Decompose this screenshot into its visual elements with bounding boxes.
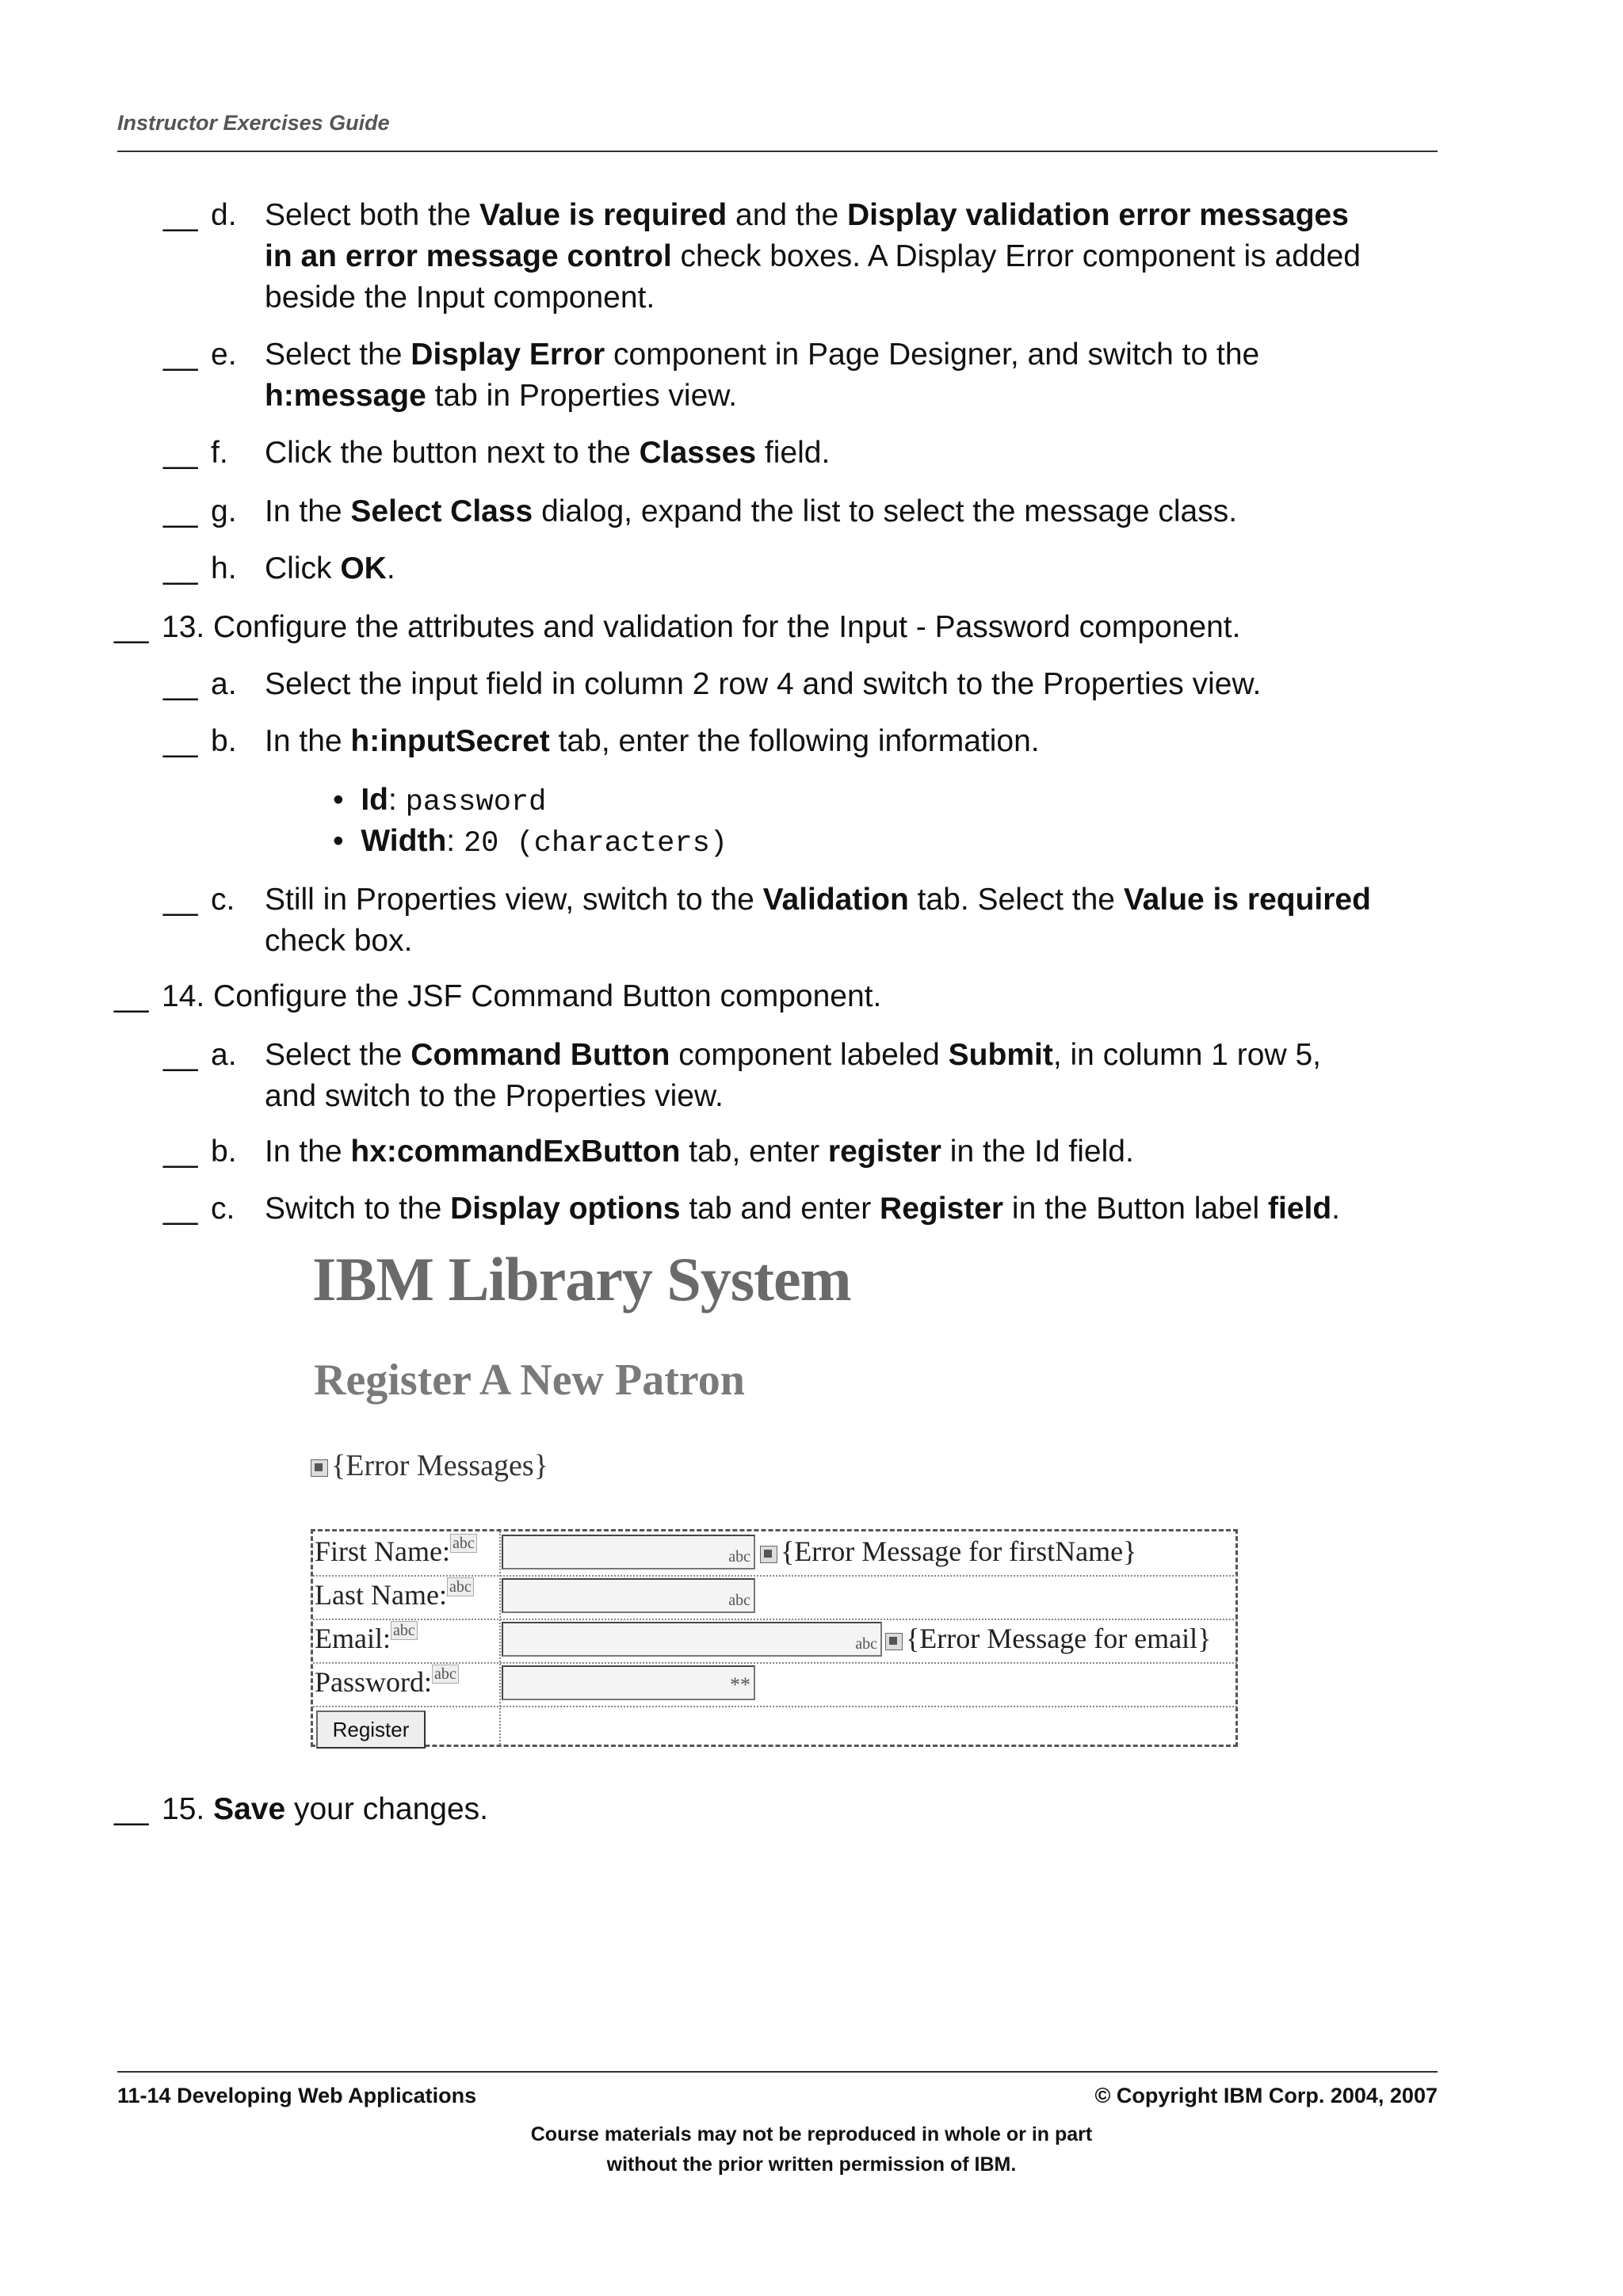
- header-rule: [117, 151, 1438, 152]
- bullet-id: • Id: password: [333, 783, 547, 819]
- email-input[interactable]: abc: [502, 1622, 882, 1657]
- footer-rule: [117, 2071, 1438, 2073]
- step-text: In the h:inputSecret tab, enter the following information.: [265, 724, 1040, 758]
- first-name-input[interactable]: abc: [502, 1535, 755, 1569]
- step-label: g.: [211, 494, 237, 528]
- checkbox-blank: __: [163, 494, 198, 528]
- checkbox-blank: __: [163, 1135, 198, 1169]
- checkbox-blank: __: [114, 1792, 149, 1826]
- error-icon: [885, 1633, 903, 1650]
- checkbox-blank: __: [163, 198, 198, 232]
- step-text: Select both the Value is required and the Display validation error messages in an error message control check boxes. A Display Error component is added beside the Input component.: [265, 198, 1361, 315]
- error-messages-icon: [311, 1459, 328, 1477]
- table-row: [313, 1575, 1237, 1620]
- email-label: Email: $^{abc}$: [315, 1622, 418, 1655]
- checkbox-blank: __: [163, 338, 198, 372]
- footer-note-line1: Course materials may not be reproduced in whole or in part: [530, 2123, 1093, 2145]
- checkbox-blank: __: [163, 724, 198, 758]
- table-row: [313, 1531, 1237, 1577]
- footer-copyright: © Copyright IBM Corp. 2004, 2007: [1094, 2084, 1438, 2107]
- step-label: d.: [211, 198, 237, 232]
- step-label: h.: [211, 551, 237, 585]
- form-table: [311, 1529, 1238, 1747]
- step-text: 14. Configure the JSF Command Button component.: [162, 979, 882, 1013]
- table-row: [313, 1662, 1237, 1707]
- table-row: [313, 1619, 1237, 1664]
- step-text: In the Select Class dialog, expand the list to select the message class.: [265, 494, 1238, 528]
- step-text: In the hx:commandExButton tab, enter register in the Id field.: [265, 1135, 1134, 1169]
- step-text: Still in Properties view, switch to the Validation tab. Select the Value is required check box.: [265, 883, 1371, 958]
- first-name-error: {Error Message for firstName}: [760, 1535, 1136, 1568]
- checkbox-blank: __: [163, 551, 198, 585]
- last-name-input[interactable]: abc: [502, 1578, 755, 1613]
- app-title: IBM Library System: [312, 1245, 851, 1314]
- step-label: e.: [211, 338, 237, 372]
- checkbox-blank: __: [114, 979, 149, 1013]
- page-subtitle: Register A New Patron: [314, 1356, 745, 1405]
- checkbox-blank: __: [163, 436, 198, 470]
- step-text: Select the Command Button component labeled Submit, in column 1 row 5, and switch to the Properties view.: [265, 1038, 1321, 1113]
- last-name-label: Last Name: $^{abc}$: [315, 1578, 474, 1611]
- footer-note-line2: without the prior written permission of IBM.: [606, 2153, 1017, 2176]
- running-header: Instructor Exercises Guide: [117, 111, 390, 135]
- step-text: Click the button next to the Classes field.: [265, 436, 831, 470]
- error-icon: [760, 1546, 777, 1563]
- step-label: a.: [211, 1038, 237, 1072]
- checkbox-blank: __: [163, 667, 198, 701]
- password-label: Password: $^{abc}$: [315, 1665, 459, 1699]
- step-label: b.: [211, 724, 237, 758]
- first-name-label: First Name: $^{abc}$: [315, 1535, 477, 1568]
- step-text: 15. Save your changes.: [162, 1792, 488, 1826]
- step-text: Select the Display Error component in Page Designer, and switch to the h:message tab in Properties view.: [265, 338, 1260, 413]
- step-label: f.: [211, 436, 228, 470]
- step-text: 13. Configure the attributes and validation for the Input - Password component.: [162, 610, 1241, 644]
- password-input[interactable]: **: [502, 1665, 755, 1700]
- step-label: b.: [211, 1135, 237, 1169]
- checkbox-blank: __: [163, 883, 198, 917]
- checkbox-blank: __: [114, 610, 149, 644]
- page-designer-screenshot: [311, 1244, 1246, 1751]
- table-row: [313, 1706, 1237, 1749]
- register-button[interactable]: Register: [316, 1711, 426, 1749]
- step-text: Select the input field in column 2 row 4 and switch to the Properties view.: [265, 667, 1262, 701]
- step-text: Click OK.: [265, 551, 395, 585]
- footer-page-ref: 11-14 Developing Web Applications: [117, 2084, 477, 2107]
- email-error: {Error Message for email}: [885, 1622, 1211, 1655]
- checkbox-blank: __: [163, 1192, 198, 1226]
- bullet-width: • Width: 20 (characters): [333, 824, 727, 860]
- step-label: c.: [211, 883, 235, 917]
- step-text: Switch to the Display options tab and enter Register in the Button label field.: [265, 1192, 1341, 1226]
- step-label: a.: [211, 667, 237, 701]
- checkbox-blank: __: [163, 1038, 198, 1072]
- step-label: c.: [211, 1192, 235, 1226]
- error-messages-component: {Error Messages}: [311, 1448, 548, 1483]
